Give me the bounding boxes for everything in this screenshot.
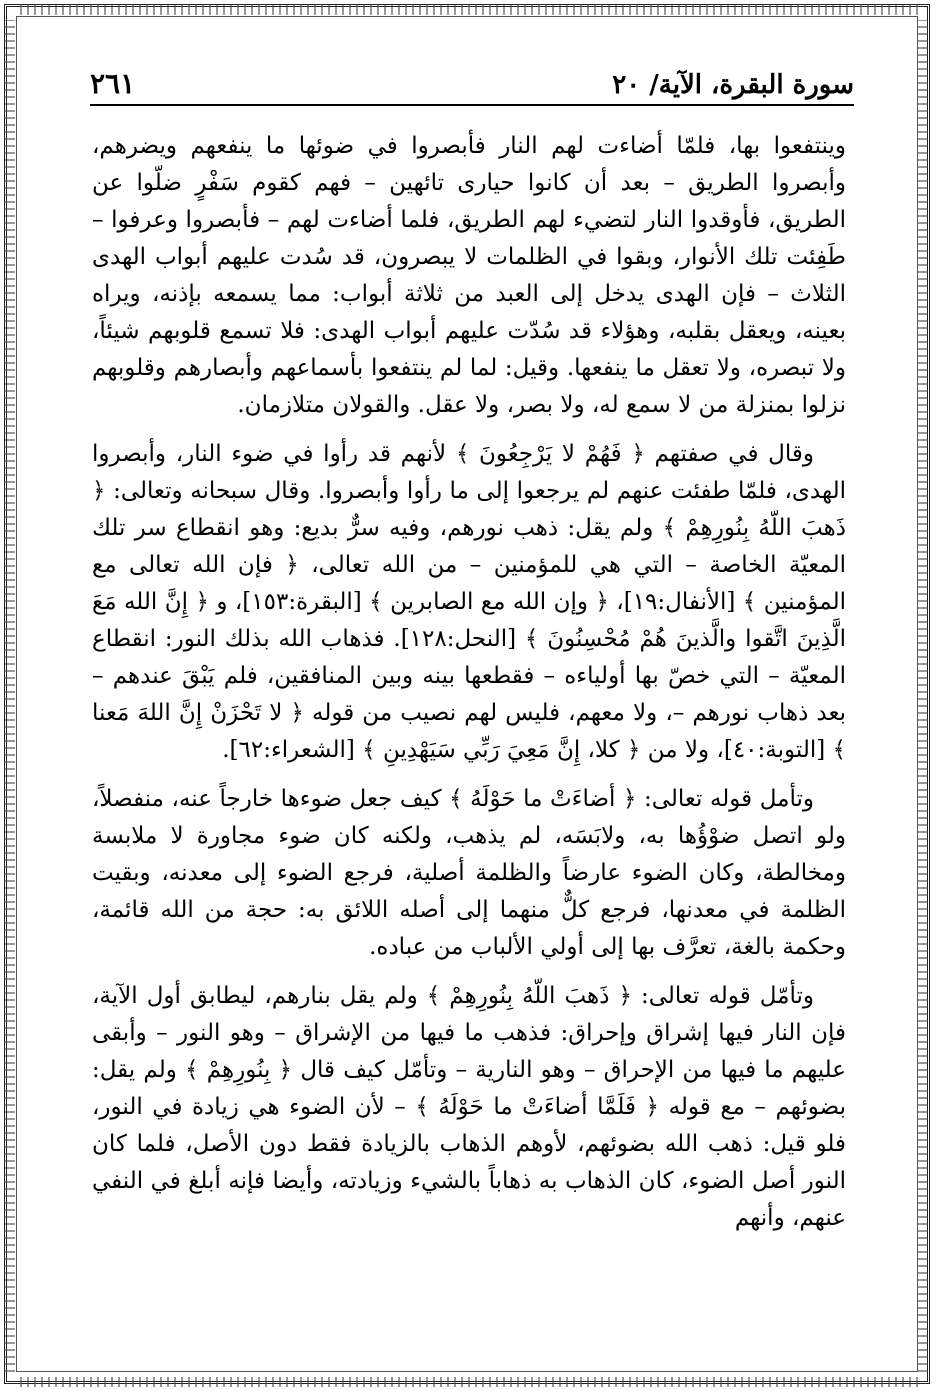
page-header: [90, 60, 854, 106]
paragraph: وقال في صفتهم ﴿ فَهُمْ لا يَرْجِعُونَ ﴾ لأنهم قد رأوا في ضوء النار، وأبصروا الهدى، فلمّا طفئت عنهم لم يرجعوا إلى ما رأوا وأبصروا. وقال سبحانه وتعالى: ﴿ ذَهبَ اللّهُ بِنُورِهِمْ ﴾ ولم يقل: ذهب نورهم، وفيه سرٌّ بديع: وهو انقطاع سر تلك المعيّة الخاصة – التي هي للمؤمنين – من الله تعالى، ﴿ فإن الله تعالى مع المؤمنين ﴾ [الأنفال:١٩]، ﴿ وإن الله مع الصابرين ﴾ [البقرة:١٥٣]، و ﴿ إِنَّ الله مَعَ الَّذِينَ اتَّقوا والَّذينَ هُمْ مُحْسِنُونَ ﴾ [النحل:١٢٨]. فذهاب الله بذلك النور: انقطاع المعيّة – التي خصّ بها أولياءه – فقطعها بينه وبين المنافقين، فلم يَبْقَ عندهم – بعد ذهاب نورهم –، ولا معهم، فليس لهم نصيب من قوله ﴿ لا تَحْزَنْ إِنَّ اللهَ مَعنا ﴾ [التوبة:٤٠]، ولا من ﴿ كلا، إِنَّ مَعِيَ رَبِّي سَيَهْدِينِ ﴾ [الشعراء:٦٢].: [92, 441, 846, 763]
ornamental-border-top: [20, 5, 920, 15]
ornamental-border-bottom: [20, 1377, 920, 1387]
running-title: سورة البقرة، الآية/ ٢٠: [612, 70, 854, 100]
paragraph: وتأمل قوله تعالى: ﴿ أضاءَتْ ما حَوْلَهُ ﴾ كيف جعل ضوءها خارجاً عنه، منفصلاً، ولو اتصل ضوْؤُها به، ولابَسَه، لم يذهب، ولكنه كان ضوء مجاورة لا ملابسة ومخالطة، وكان الضوء عارضاً والظلمة أصلية، فرجع الضوء إلى معدنه، وبقيت الظلمة في معدنها، فرجع كلٌّ منهما إلى أصله اللائق به: حجة من الله قائمة، وحكمة بالغة، تعرَّف بها إلى أولي الألباب من عباده.: [92, 786, 846, 960]
page-number: ٢٦١: [90, 67, 136, 100]
page-body: [92, 128, 846, 1249]
paragraph: وينتفعوا بها، فلمّا أضاءت لهم النار فأبصروا في ضوئها ما ينفعهم ويضرهم، وأبصروا الطريق – بعد أن كانوا حيارى تائهين – فهم كقوم سَفْرٍ ضلّوا عن الطريق، فأوقدوا النار لتضيء لهم الطريق، فلما أضاءت لهم – فأبصروا وعرفوا – طَفِئت تلك الأنوار، وبقوا في الظلمات لا يبصرون، قد سُدت عليهم أبواب الهدى الثلاث – فإن الهدى يدخل إلى العبد من ثلاثة أبواب: مما يسمعه بإذنه، ويراه بعينه، ويعقل بقلبه، وهؤلاء قد سُدّت عليهم أبواب الهدى: فلا تسمع قلوبهم شيئاً، ولا تبصره، ولا تعقل ما ينفعها. وقيل: لما لم ينتفعوا بأسماعهم وأبصارهم وقلوبهم نزلوا بمنزلة من لا سمع له، ولا بصر، ولا عقل. والقولان متلازمان.: [92, 133, 846, 418]
ornamental-border-right: [918, 20, 928, 1372]
ornamental-border-left: [5, 20, 15, 1372]
paragraph: وتأمّل قوله تعالى: ﴿ ذَهبَ اللّهُ بِنُورِهِمْ ﴾ ولم يقل بنارهم، ليطابق أول الآية، فإن النار فيها إشراق وإحراق: فذهب ما فيها من الإشراق – وهو النور – وأبقى عليهم ما فيها من الإحراق – وهو النارية – وتأمّل كيف قال ﴿ بِنُورِهِمْ ﴾ ولم يقل: بضوئهم – مع قوله ﴿ فَلَمَّا أضاءَتْ ما حَوْلَهُ ﴾ – لأن الضوء هي زيادة في النور، فلو قيل: ذهب الله بضوئهم، لأوهم الذهاب بالزيادة فقط دون الأصل، فلما كان النور أصل الضوء، كان الذهاب به ذهاباً بالشيء وزيادته، وأيضا فإنه أبلغ في النفي عنهم، وأنهم: [92, 983, 846, 1231]
